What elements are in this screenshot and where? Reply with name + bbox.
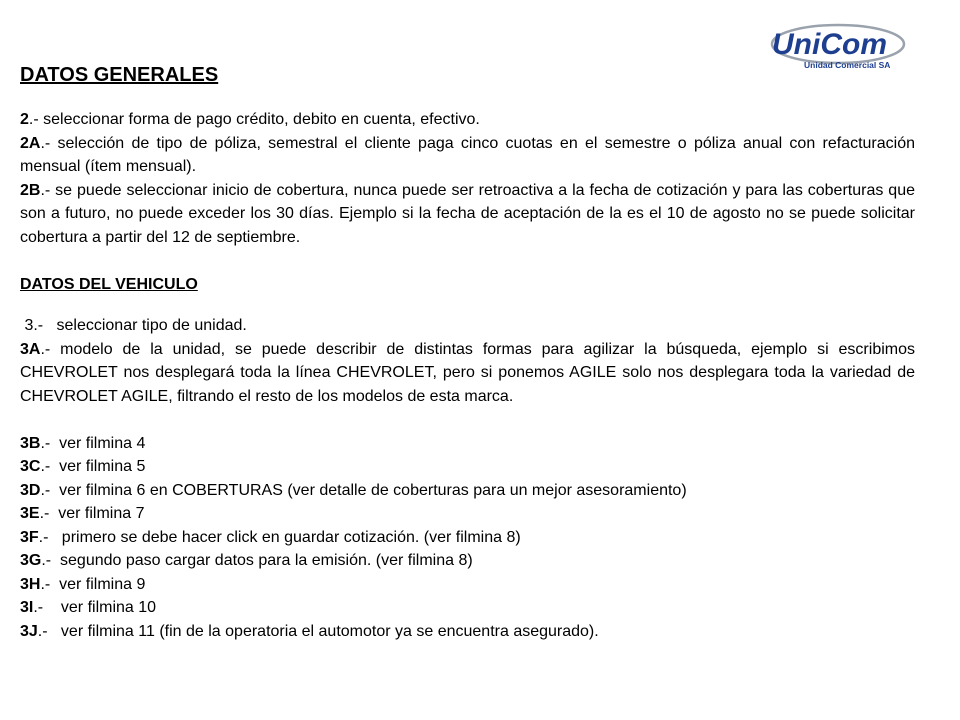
spacer <box>20 249 915 273</box>
item-number: 2A <box>20 134 41 152</box>
document-body <box>20 62 915 643</box>
logo-tagline: Unidad Comercial SA <box>804 60 891 70</box>
list-item: 3F.- primero se debe hacer click en guardar cotización. (ver filmina 8) <box>20 528 521 546</box>
list-item: 3J.- ver filmina 11 (fin de la operatoria el automotor ya se encuentra asegurado). <box>20 622 599 640</box>
item-number: 2 <box>20 111 29 128</box>
spacer <box>20 408 915 432</box>
item-number: 3 <box>24 317 34 334</box>
vehicle-item-3a: 3A.- modelo de la unidad, se puede describir de distintas formas para agilizar la búsqueda, ejemplo si escribimos CHEVROLET nos desplegará toda la línea CHEVROLET, pero si ponemos AGILE solo nos desplegara toda la variedad de CHEVROLET AGILE, filtrando el resto de los modelos de esta marca. <box>20 340 915 405</box>
vehicle-steps-list <box>20 432 915 644</box>
logo-brand-text: UniCom <box>772 28 887 61</box>
list-item: 3E.- ver filmina 7 <box>20 505 145 522</box>
item-number: 3A <box>20 340 41 358</box>
general-item-2b: 2B.- se puede seleccionar inicio de cobertura, nunca puede ser retroactiva a la fecha de cotización y para las coberturas que son a futuro, no puede exceder los 30 días. Ejemplo si la fecha de aceptación de la es el 10 de agosto no se puede solicitar cobertura a partir del 12 de septiembre. <box>20 181 915 246</box>
list-item: 3I.- ver filmina 10 <box>20 599 157 616</box>
vehicle-item-3: 3.- seleccionar tipo de unidad. <box>24 317 247 334</box>
item-text: - se puede seleccionar inicio de cobertura, nunca puede ser retroactiva a la fecha de cotización y para las coberturas que son a futuro, no puede exceder los 30 días. Ejemplo si la fecha de aceptación de la es el 10 de agosto no se puede solicitar cobertura a partir del 12 de septiembre. <box>20 181 915 246</box>
list-item: 3D.- ver filmina 6 en COBERTURAS (ver detalle de coberturas para un mejor asesoramiento) <box>20 481 687 499</box>
list-item: 3C.- ver filmina 5 <box>20 458 146 475</box>
item-text: seleccionar tipo de unidad. <box>56 317 247 334</box>
list-item: 3H.- ver filmina 9 <box>20 575 146 593</box>
item-text: modelo de la unidad, se puede describir de distintas formas para agilizar la búsqueda, ejemplo si escribimos CHEVROLET nos desplegará toda la línea CHEVROLET, pero si ponemos AGILE solo nos desplegara toda la variedad de CHEVROLET AGILE, filtrando el resto de los modelos de esta marca. <box>20 340 915 405</box>
section-title-general: DATOS GENERALES <box>20 64 219 86</box>
list-item: 3B.- ver filmina 4 <box>20 434 146 452</box>
general-item-2: 2.- seleccionar forma de pago crédito, debito en cuenta, efectivo. <box>20 111 480 128</box>
section-title-vehicle: DATOS DEL VEHICULO <box>20 275 198 293</box>
item-text: - selección de tipo de póliza, semestral el cliente paga cinco cuotas en el semestre o póliza anual con refacturación mensual (ítem mensual). <box>20 134 915 175</box>
list-item: 3G.- segundo paso cargar datos para la emisión. (ver filmina 8) <box>20 552 473 569</box>
general-item-2a: 2A.- selección de tipo de póliza, semestral el cliente paga cinco cuotas en el semestre o póliza anual con refacturación mensual (ítem mensual). <box>20 134 915 175</box>
item-number: 2B <box>20 181 41 199</box>
spacer <box>20 296 915 314</box>
item-text: - seleccionar forma de pago crédito, debito en cuenta, efectivo. <box>33 111 480 128</box>
